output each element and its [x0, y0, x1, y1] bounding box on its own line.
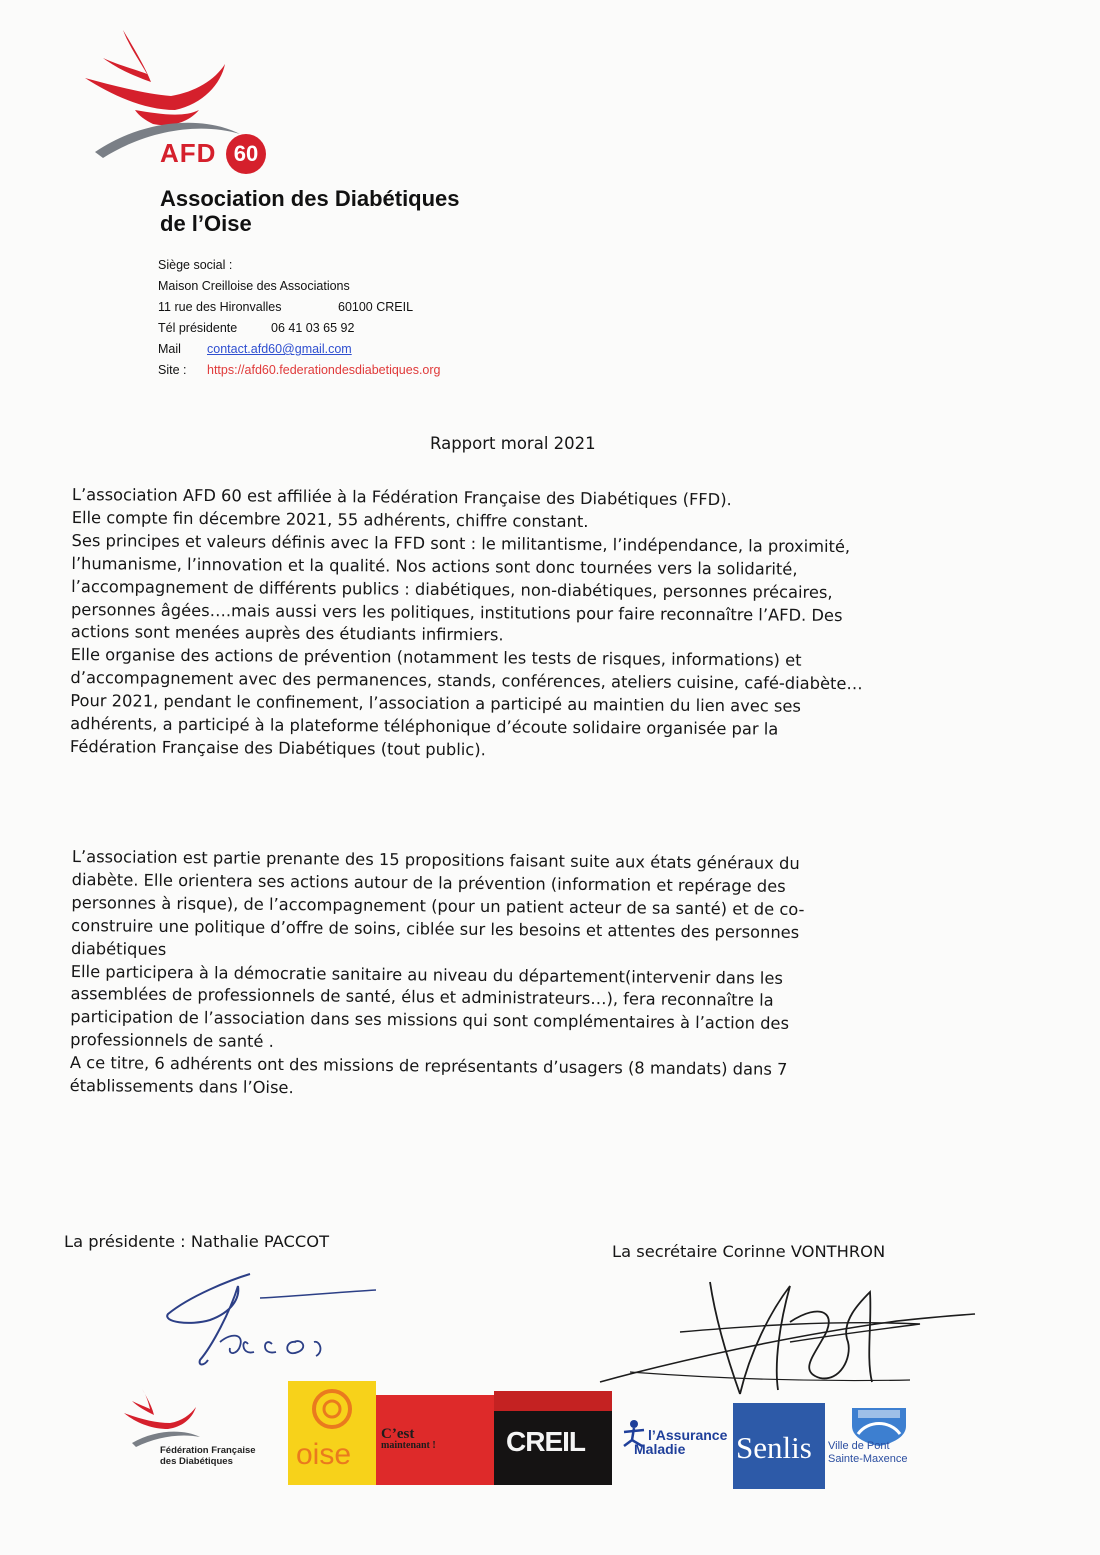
tel-value: 06 41 03 65 92 — [271, 321, 355, 335]
text-line: L’association AFD 60 est affiliée à la Fédération Française des Diabétiques (FFD). — [71, 484, 732, 510]
pont-sainte-maxence-text — [828, 1440, 908, 1466]
text-line: adhérents, a participé à la plateforme téléphonique d’écoute solidaire organisée par la — [70, 714, 779, 739]
text-line: L’association est partie prenante des 15 propositions faisant suite aux états généraux du — [71, 846, 800, 873]
creil-logo-band — [494, 1391, 612, 1411]
president-handwritten-signature — [150, 1262, 380, 1382]
text-line: Pour 2021, pendant le confinement, l’association a participé au maintien du lien avec ses — [70, 691, 802, 716]
oise-emblem-icon — [288, 1381, 376, 1441]
text-line: personnes à risque), de l’accompagnement (pour un patient acteur de sa santé) et de co- — [71, 892, 805, 919]
text-line: assemblées de professionnels de santé, élus et administrateurs…), fera reconnaître la — [70, 984, 774, 1011]
pont-line2: Sainte-Maxence — [828, 1453, 908, 1465]
text-line: Fédération Française des Diabétiques (tout public). — [69, 736, 486, 760]
text-line: Elle organise des actions de prévention (notamment les tests de risques, informations) et — [70, 645, 802, 671]
text-line: participation de l’association dans ses missions qui sont complémentaires à l’action des — [70, 1007, 790, 1034]
tel-label: Tél présidente — [158, 321, 238, 335]
text-line: diabétiques — [70, 938, 167, 959]
mail-label: Mail — [158, 342, 181, 356]
cest-line2: maintenant ! — [381, 1440, 436, 1451]
site-label: Site : — [158, 363, 187, 377]
text-line: construire une politique d’offre de soins, ciblée sur les besoins et attentes des personnes — [71, 915, 800, 942]
secretary-signature-label: La secrétaire Corinne VONTHRON — [612, 1242, 886, 1261]
senlis-logo-text: Senlis — [736, 1430, 812, 1465]
organization-name — [160, 186, 460, 236]
text-line: établissements dans l’Oise. — [69, 1076, 294, 1098]
siege-name: Maison Creilloise des Associations — [158, 279, 350, 293]
text-line: d’accompagnement avec des permanences, stands, conférences, ateliers cuisine, café-diabète… — [70, 668, 863, 694]
text-line: l’accompagnement de différents publics : diabétiques, non-diabétiques, personnes précaires, — [71, 576, 833, 602]
ffd-line2: des Diabétiques — [160, 1456, 233, 1467]
tel-row — [158, 318, 441, 339]
mail-row — [158, 339, 441, 360]
paragraph-block-2 — [70, 846, 805, 1105]
org-name-line1: Association des Diabétiques — [160, 186, 460, 211]
text-line: diabète. Elle orientera ses actions autour de la prévention (information et repérage des — [71, 869, 786, 896]
secretary-handwritten-signature — [590, 1262, 980, 1412]
am-line2: Maladie — [634, 1441, 686, 1457]
ffd-logo-text — [160, 1445, 256, 1467]
site-link[interactable]: https://afd60.federationdesdiabetiques.org — [207, 363, 441, 377]
text-line: Elle compte fin décembre 2021, 55 adhérents, chiffre constant. — [71, 507, 589, 531]
paragraph-block-1 — [70, 484, 864, 765]
site-row — [158, 360, 441, 381]
text-line: personnes âgées….mais aussi vers les politiques, institutions pour faire reconnaître l’AFD. Des — [70, 599, 843, 625]
mail-link[interactable]: contact.afd60@gmail.com — [207, 342, 352, 356]
ffd-line1: Fédération Française — [160, 1445, 256, 1456]
oise-logo-text: oise — [296, 1438, 352, 1471]
cest-line1: C’est — [381, 1426, 415, 1442]
text-line: A ce titre, 6 adhérents ont des missions de représentants d’usagers (8 mandats) dans 7 — [69, 1053, 788, 1080]
am-line1: l’Assurance — [648, 1427, 728, 1443]
afd-logo-number: 60 — [226, 134, 266, 174]
president-signature-label: La présidente : Nathalie PACCOT — [64, 1232, 330, 1251]
address-street: 11 rue des Hironvalles — [158, 300, 282, 314]
creil-logo-text: CREIL — [506, 1426, 585, 1457]
org-name-line2: de l’Oise — [160, 211, 252, 236]
text-line: Ses principes et valeurs définis avec la FFD sont : le militantisme, l’indépendance, la proximité, — [71, 530, 851, 556]
pont-line1: Ville de Pont — [828, 1440, 890, 1452]
address-city: 60100 CREIL — [338, 300, 414, 314]
text-line: actions sont menées auprès des étudiants infirmiers. — [70, 622, 504, 645]
text-line: Elle participera à la démocratie sanitaire au niveau du département(intervenir dans les — [70, 961, 783, 988]
document-title: Rapport moral 2021 — [430, 434, 596, 453]
siege-label: Siège social : — [158, 258, 233, 272]
text-line: professionnels de santé . — [70, 1030, 274, 1052]
address-row — [158, 297, 441, 318]
afd-logo-text: AFD — [160, 138, 217, 168]
text-line: l’humanisme, l’innovation et la qualité. Nos actions sont donc tournées vers la solidarité, — [71, 553, 798, 579]
assurance-maladie-text — [626, 1428, 727, 1456]
contact-block — [158, 255, 441, 381]
cest-maintenant-text — [381, 1428, 436, 1452]
